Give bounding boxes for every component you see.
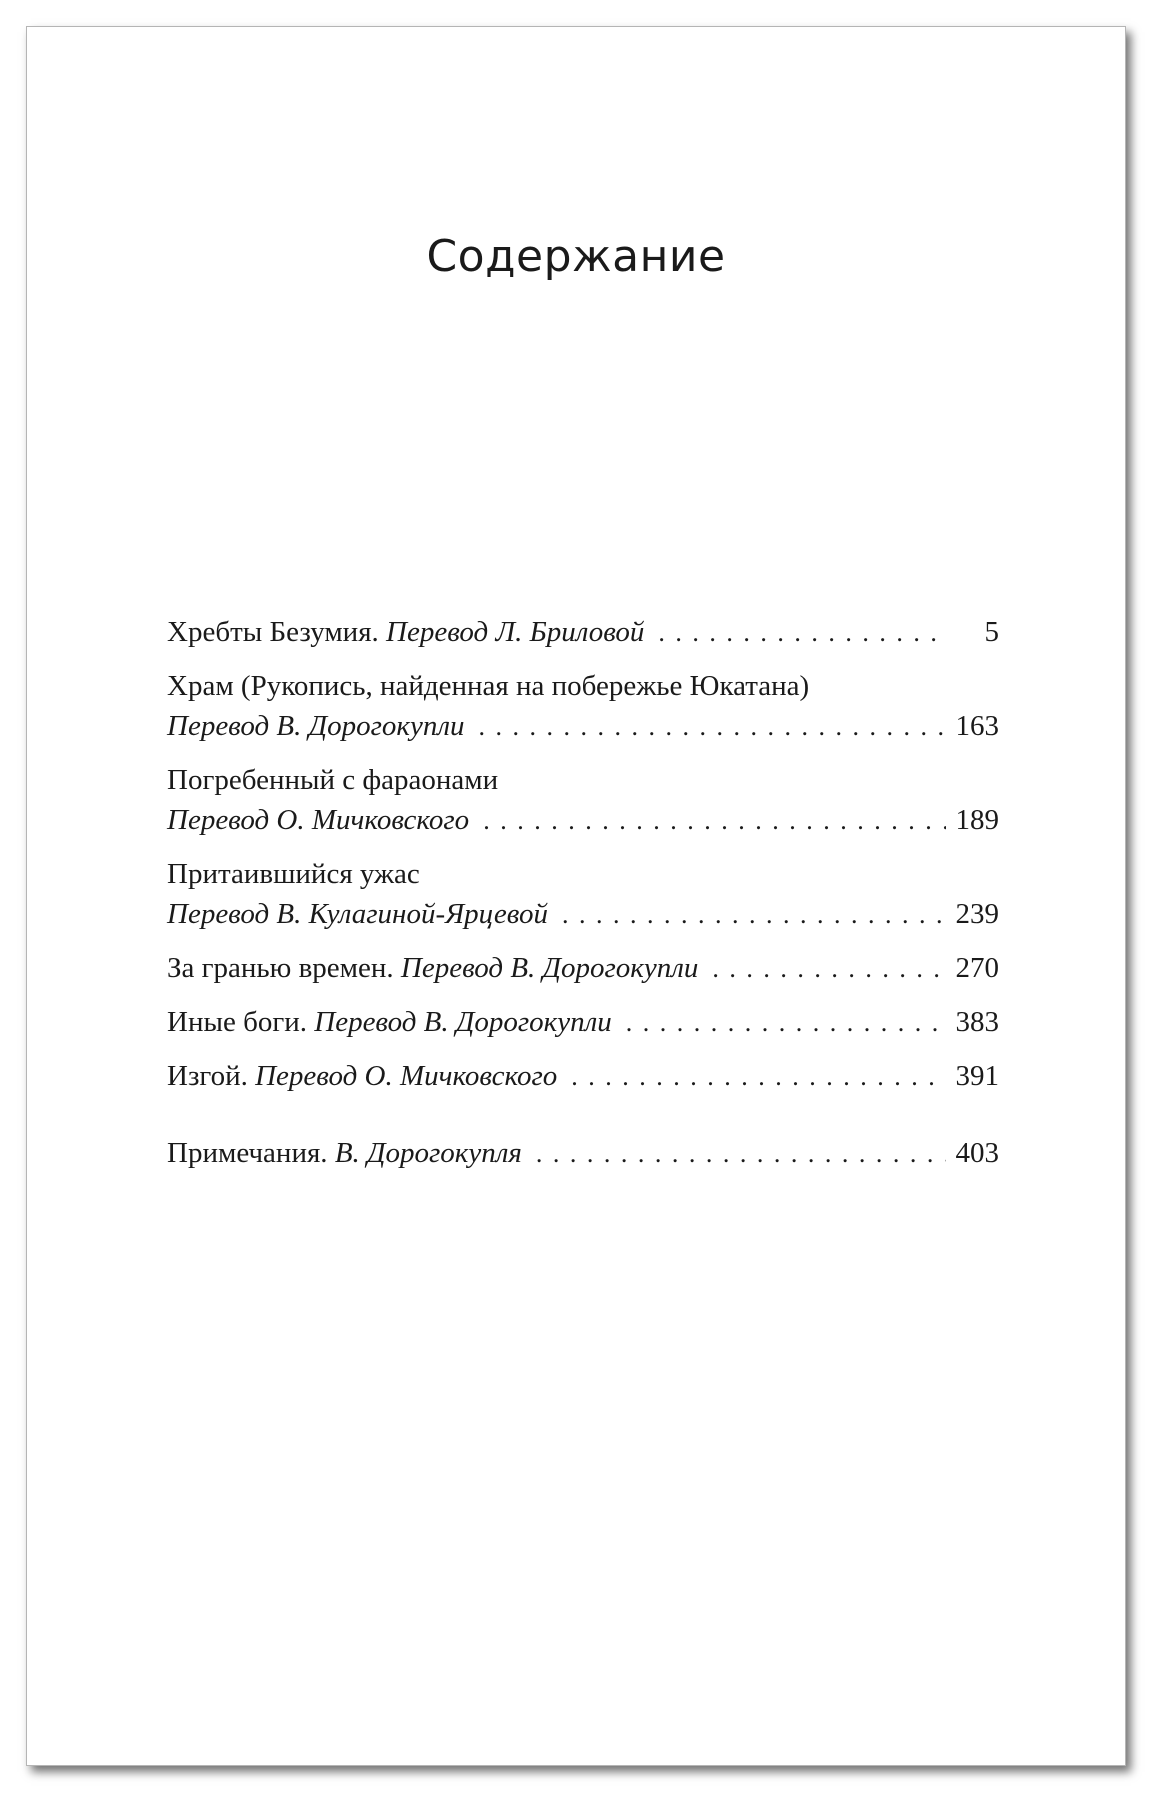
toc-entry-temple[interactable] <box>167 666 999 747</box>
entry-translator: Перевод В. Кулагиной-Ярцевой <box>167 898 548 930</box>
entry-title: Храм (Рукопись, найденная на побережье Юкатана) <box>167 670 810 702</box>
entry-page-number: 239 <box>955 898 999 930</box>
toc-entry-shadow-out-of-time[interactable] <box>167 948 999 989</box>
entry-translator: В. Дорогокупля <box>334 1137 522 1169</box>
table-of-contents <box>167 612 999 1187</box>
dot-leader <box>536 1134 946 1174</box>
toc-entry-mountains-of-madness[interactable] <box>167 612 999 653</box>
toc-entry-notes[interactable] <box>167 1133 999 1174</box>
toc-entry-imprisoned-with-pharaohs[interactable] <box>167 760 999 841</box>
entry-translator: Перевод О. Мичковского <box>167 804 470 836</box>
entry-page-number: 383 <box>955 1006 999 1038</box>
entry-translator: Перевод В. Дорогокупли <box>314 1006 612 1038</box>
dot-leader <box>571 1057 945 1097</box>
entry-translator: Перевод О. Мичковского <box>255 1060 558 1092</box>
book-page <box>26 26 1126 1766</box>
page-title: Содержание <box>426 231 726 282</box>
dot-leader <box>479 707 946 747</box>
entry-translator: Перевод Л. Бриловой <box>386 616 645 648</box>
entry-page-number: 403 <box>955 1137 999 1169</box>
entry-title: Хребты Безумия. <box>167 616 379 648</box>
dot-leader <box>483 801 945 841</box>
entry-page-number: 5 <box>984 616 999 648</box>
entry-title: За гранью времен. <box>167 952 394 984</box>
entry-translator: Перевод В. Дорогокупли <box>167 710 465 742</box>
dot-leader <box>658 613 949 653</box>
entry-title: Иные боги. <box>167 1006 307 1038</box>
entry-page-number: 391 <box>955 1060 999 1092</box>
entry-page-number: 189 <box>955 804 999 836</box>
dot-leader <box>626 1003 946 1043</box>
toc-entry-other-gods[interactable] <box>167 1002 999 1043</box>
entry-translator: Перевод В. Дорогокупли <box>400 952 699 984</box>
entry-title: Погребенный с фараонами <box>167 764 499 796</box>
entry-title: Притаившийся ужас <box>167 858 420 890</box>
toc-entry-lurking-fear[interactable] <box>167 854 999 935</box>
dot-leader <box>712 949 945 989</box>
entry-title: Примечания. <box>167 1137 328 1169</box>
toc-entry-outsider[interactable] <box>167 1056 999 1097</box>
dot-leader <box>562 895 946 935</box>
entry-title: Изгой. <box>167 1060 248 1092</box>
entry-page-number: 270 <box>955 952 999 984</box>
entry-page-number: 163 <box>955 710 999 742</box>
